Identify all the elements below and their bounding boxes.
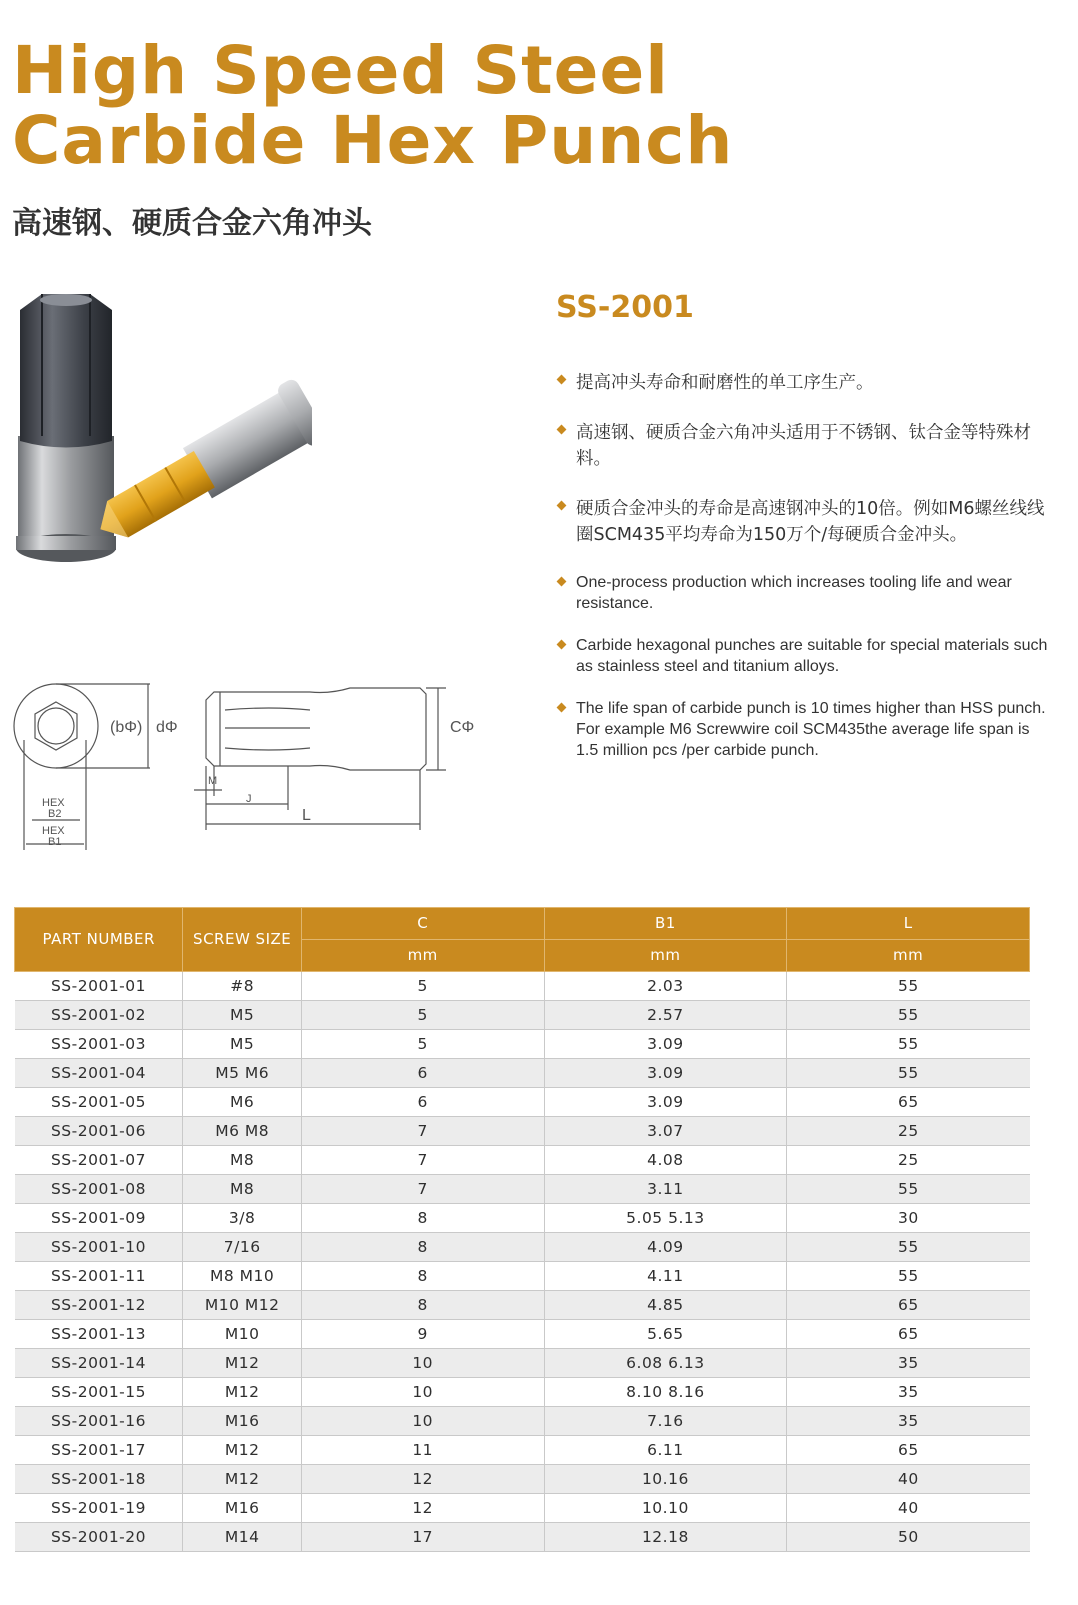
cell-screw-size: M10 M12 — [183, 1291, 301, 1320]
label-m: M — [208, 775, 218, 787]
diamond-bullet-icon — [557, 640, 567, 650]
cell-screw-size: M14 — [183, 1523, 301, 1552]
feature-list — [556, 370, 1056, 782]
cell-screw-size: M6 M8 — [183, 1117, 301, 1146]
label-l: L — [302, 807, 311, 824]
feature-item: 硬质合金冲头的寿命是高速钢冲头的10倍。例如M6螺丝线线圈SCM435平均寿命为150万个/每硬质合金冲头。 — [556, 496, 1056, 548]
cell-screw-size: M6 — [183, 1088, 301, 1117]
cell-screw-size: M12 — [183, 1465, 301, 1494]
label-b-phi: (bΦ) — [110, 719, 143, 736]
cell-l: 35 — [787, 1407, 1030, 1436]
cell-c: 10 — [301, 1349, 544, 1378]
cell-c: 7 — [301, 1117, 544, 1146]
cell-part-number: SS-2001-15 — [15, 1378, 183, 1407]
label-c-phi: CΦ — [450, 719, 475, 736]
cell-b1: 10.16 — [544, 1465, 787, 1494]
cell-screw-size: 3/8 — [183, 1204, 301, 1233]
cell-c: 8 — [301, 1291, 544, 1320]
cell-l: 40 — [787, 1465, 1030, 1494]
cell-screw-size: M16 — [183, 1494, 301, 1523]
cell-b1: 4.11 — [544, 1262, 787, 1291]
cell-b1: 7.16 — [544, 1407, 787, 1436]
cell-part-number: SS-2001-17 — [15, 1436, 183, 1465]
diamond-bullet-icon — [557, 375, 567, 385]
diamond-bullet-icon — [557, 577, 567, 587]
product-photo — [12, 286, 312, 636]
cell-c: 8 — [301, 1262, 544, 1291]
diamond-bullet-icon — [557, 703, 567, 713]
cell-c: 7 — [301, 1146, 544, 1175]
cell-l: 25 — [787, 1117, 1030, 1146]
cell-screw-size: M16 — [183, 1407, 301, 1436]
angled-punch — [83, 377, 312, 560]
cell-part-number: SS-2001-06 — [15, 1117, 183, 1146]
cell-screw-size: M12 — [183, 1349, 301, 1378]
cell-l: 55 — [787, 972, 1030, 1001]
feature-item: The life span of carbide punch is 10 times higher than HSS punch. For example M6 Screwwire coil SCM435the average life span is 1.5 million pcs /per carbide punch. — [556, 698, 1056, 761]
cell-b1: 5.65 — [544, 1320, 787, 1349]
cell-l: 55 — [787, 1059, 1030, 1088]
cell-b1: 2.03 — [544, 972, 787, 1001]
cell-c: 8 — [301, 1233, 544, 1262]
cell-part-number: SS-2001-10 — [15, 1233, 183, 1262]
cell-c: 5 — [301, 972, 544, 1001]
cell-screw-size: M12 — [183, 1436, 301, 1465]
label-d-phi: dΦ — [156, 719, 178, 736]
cell-b1: 2.57 — [544, 1001, 787, 1030]
unit-l: mm — [787, 940, 1030, 972]
cell-b1: 6.08 6.13 — [544, 1349, 787, 1378]
cell-b1: 4.09 — [544, 1233, 787, 1262]
table-row — [15, 1465, 1030, 1494]
label-j: J — [246, 793, 252, 805]
label-hex-b2: HEX — [42, 797, 65, 809]
unit-c: mm — [301, 940, 544, 972]
table-row — [15, 1146, 1030, 1175]
table-row — [15, 1523, 1030, 1552]
cell-b1: 8.10 8.16 — [544, 1378, 787, 1407]
cell-b1: 3.11 — [544, 1175, 787, 1204]
cell-part-number: SS-2001-16 — [15, 1407, 183, 1436]
cell-screw-size: M5 — [183, 1001, 301, 1030]
cell-l: 35 — [787, 1349, 1030, 1378]
cell-part-number: SS-2001-14 — [15, 1349, 183, 1378]
feature-item: One-process production which increases tooling life and wear resistance. — [556, 572, 1056, 614]
cell-b1: 10.10 — [544, 1494, 787, 1523]
cell-part-number: SS-2001-11 — [15, 1262, 183, 1291]
cell-l: 55 — [787, 1175, 1030, 1204]
table-row — [15, 1001, 1030, 1030]
table-row — [15, 1494, 1030, 1523]
header-b1: B1 — [544, 908, 787, 940]
cell-c: 12 — [301, 1465, 544, 1494]
cell-screw-size: M5 — [183, 1030, 301, 1059]
cell-c: 17 — [301, 1523, 544, 1552]
cell-l: 65 — [787, 1436, 1030, 1465]
technical-drawing — [10, 680, 490, 860]
specification-table — [14, 907, 1030, 1552]
cell-b1: 5.05 5.13 — [544, 1204, 787, 1233]
cell-b1: 4.08 — [544, 1146, 787, 1175]
cell-b1: 3.09 — [544, 1030, 787, 1059]
cell-c: 10 — [301, 1378, 544, 1407]
cell-part-number: SS-2001-18 — [15, 1465, 183, 1494]
cell-part-number: SS-2001-03 — [15, 1030, 183, 1059]
cell-screw-size: M8 — [183, 1175, 301, 1204]
cell-part-number: SS-2001-19 — [15, 1494, 183, 1523]
page-title — [12, 32, 734, 179]
label-b2: B2 — [48, 808, 62, 820]
cell-l: 65 — [787, 1291, 1030, 1320]
cell-c: 6 — [301, 1059, 544, 1088]
cell-l: 65 — [787, 1320, 1030, 1349]
cell-screw-size: M10 — [183, 1320, 301, 1349]
table-row — [15, 1349, 1030, 1378]
cell-c: 5 — [301, 1001, 544, 1030]
cell-c: 12 — [301, 1494, 544, 1523]
table-row — [15, 1320, 1030, 1349]
table-row — [15, 1088, 1030, 1117]
cell-c: 6 — [301, 1088, 544, 1117]
table-row — [15, 1262, 1030, 1291]
cell-part-number: SS-2001-04 — [15, 1059, 183, 1088]
cell-part-number: SS-2001-09 — [15, 1204, 183, 1233]
feature-item: 高速钢、硬质合金六角冲头适用于不锈钢、钛合金等特殊材料。 — [556, 420, 1056, 472]
chinese-subtitle: 高速钢、硬质合金六角冲头 — [12, 206, 372, 241]
diamond-bullet-icon — [557, 501, 567, 511]
cell-c: 8 — [301, 1204, 544, 1233]
cell-screw-size: #8 — [183, 972, 301, 1001]
cell-c: 5 — [301, 1030, 544, 1059]
model-number: SS-2001 — [556, 290, 694, 325]
cell-c: 9 — [301, 1320, 544, 1349]
header-part-number: PART NUMBER — [15, 908, 183, 972]
cell-c: 11 — [301, 1436, 544, 1465]
table-row — [15, 1436, 1030, 1465]
table-row — [15, 972, 1030, 1001]
cell-b1: 3.09 — [544, 1059, 787, 1088]
cell-part-number: SS-2001-08 — [15, 1175, 183, 1204]
cell-part-number: SS-2001-13 — [15, 1320, 183, 1349]
feature-item: 提高冲头寿命和耐磨性的单工序生产。 — [556, 370, 1056, 396]
label-b1: B1 — [48, 836, 62, 848]
cell-part-number: SS-2001-07 — [15, 1146, 183, 1175]
cell-c: 7 — [301, 1175, 544, 1204]
header-screw-size: SCREW SIZE — [183, 908, 301, 972]
cell-part-number: SS-2001-01 — [15, 972, 183, 1001]
cell-part-number: SS-2001-05 — [15, 1088, 183, 1117]
label-hex-b1: HEX — [42, 825, 65, 837]
cell-l: 55 — [787, 1001, 1030, 1030]
cell-l: 40 — [787, 1494, 1030, 1523]
table-row — [15, 1059, 1030, 1088]
cell-part-number: SS-2001-12 — [15, 1291, 183, 1320]
header-l: L — [787, 908, 1030, 940]
table-row — [15, 1378, 1030, 1407]
cell-l: 50 — [787, 1523, 1030, 1552]
table-row — [15, 1291, 1030, 1320]
cell-screw-size: M8 — [183, 1146, 301, 1175]
cell-b1: 4.85 — [544, 1291, 787, 1320]
table-row — [15, 1233, 1030, 1262]
cell-screw-size: M12 — [183, 1378, 301, 1407]
header-c: C — [301, 908, 544, 940]
cell-l: 55 — [787, 1233, 1030, 1262]
table-row — [15, 1204, 1030, 1233]
cell-b1: 3.07 — [544, 1117, 787, 1146]
cell-l: 25 — [787, 1146, 1030, 1175]
cell-l: 55 — [787, 1262, 1030, 1291]
cell-screw-size: M8 M10 — [183, 1262, 301, 1291]
cell-l: 30 — [787, 1204, 1030, 1233]
table-row — [15, 1117, 1030, 1146]
table-row — [15, 1030, 1030, 1059]
diamond-bullet-icon — [557, 425, 567, 435]
cell-c: 10 — [301, 1407, 544, 1436]
table-body — [15, 972, 1030, 1552]
vertical-punch — [16, 294, 116, 562]
cell-part-number: SS-2001-20 — [15, 1523, 183, 1552]
feature-item: Carbide hexagonal punches are suitable for special materials such as stainless steel and titanium alloys. — [556, 635, 1056, 677]
cell-b1: 3.09 — [544, 1088, 787, 1117]
unit-b1: mm — [544, 940, 787, 972]
title-line-1: High Speed Steel — [12, 32, 669, 109]
cell-screw-size: 7/16 — [183, 1233, 301, 1262]
cell-b1: 12.18 — [544, 1523, 787, 1552]
cell-part-number: SS-2001-02 — [15, 1001, 183, 1030]
cell-l: 55 — [787, 1030, 1030, 1059]
cell-screw-size: M5 M6 — [183, 1059, 301, 1088]
cell-b1: 6.11 — [544, 1436, 787, 1465]
cell-l: 35 — [787, 1378, 1030, 1407]
title-line-2: Carbide Hex Punch — [12, 102, 734, 179]
table-row — [15, 1407, 1030, 1436]
cell-l: 65 — [787, 1088, 1030, 1117]
table-row — [15, 1175, 1030, 1204]
